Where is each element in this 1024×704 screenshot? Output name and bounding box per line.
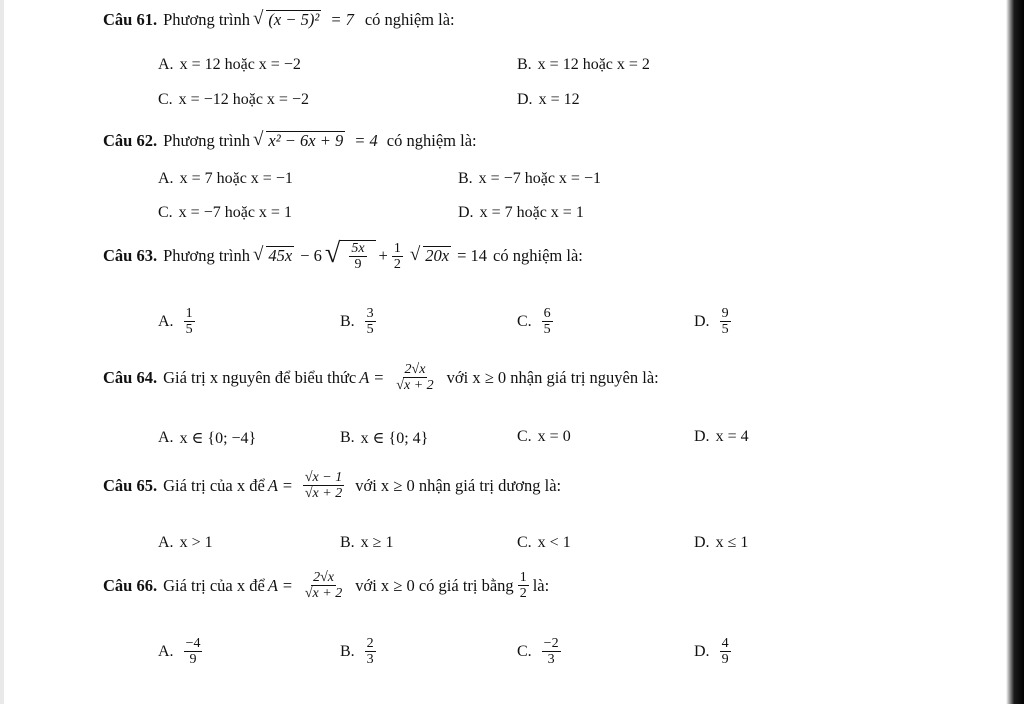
sqrt-45x: √ 45x: [252, 244, 293, 266]
q61-option-c[interactable]: C. x = −12 hoặc x = −2: [158, 91, 309, 108]
question-61: [103, 10, 455, 30]
question-62: [103, 131, 477, 151]
q65-option-c[interactable]: C. x < 1: [517, 534, 571, 551]
question-62-title: Câu 62.: [103, 131, 158, 150]
question-64-lhs: A =: [359, 367, 385, 387]
sqrt-expression: √ (x − 5)²: [252, 8, 320, 30]
question-65-suffix: với x ≥ 0 nhận giá trị dương là:: [355, 475, 562, 495]
question-65-title: Câu 65.: [103, 475, 158, 495]
q63-option-d[interactable]: D. $\frac{9}{5}$: [694, 306, 729, 338]
question-65-lhs: A =: [267, 475, 293, 495]
question-61-prefix: Phương trình: [163, 10, 250, 29]
question-62-rhs: = 4: [354, 131, 378, 150]
question-66-suffix: là:: [532, 575, 550, 595]
q61-option-a[interactable]: A. x = 12 hoặc x = −2: [158, 56, 301, 73]
question-66-title: Câu 66.: [103, 575, 158, 595]
question-61-rhs: = 7: [330, 10, 354, 29]
q63-option-b[interactable]: B. $\frac{3}{5}$: [340, 306, 374, 338]
q64-option-c[interactable]: C. x = 0: [517, 428, 571, 445]
q65-option-d[interactable]: D. x ≤ 1: [694, 534, 749, 551]
page-left-edge: [0, 0, 4, 704]
q66-option-c[interactable]: C. $\frac{-2}{3}$: [517, 636, 559, 668]
q63-option-a[interactable]: A. $\frac{1}{5}$: [158, 306, 193, 338]
question-63-suffix: có nghiệm là:: [493, 246, 583, 266]
plus-sign: +: [378, 246, 388, 266]
q62-option-b[interactable]: B. x = −7 hoặc x = −1: [458, 170, 601, 187]
question-64-prefix: Giá trị x nguyên để biểu thức: [163, 367, 357, 387]
question-66-fraction: $\frac{2√x}{√x + 2}$: [304, 570, 343, 602]
question-63-prefix: Phương trình: [163, 246, 250, 266]
sqrt-20x: √ 20x: [409, 244, 450, 266]
question-64-title: Câu 64.: [103, 367, 158, 387]
q65-option-a[interactable]: A. x > 1: [158, 534, 213, 551]
q62-option-d[interactable]: D. x = 7 hoặc x = 1: [458, 204, 584, 221]
question-64-suffix: với x ≥ 0 nhận giá trị nguyên là:: [446, 367, 659, 387]
q62-option-c[interactable]: C. x = −7 hoặc x = 1: [158, 204, 292, 221]
q66-option-b[interactable]: B. $\frac{2}{3}$: [340, 636, 374, 668]
question-64-fraction: $\frac{2√x}{√x + 2}$: [396, 362, 434, 394]
q64-option-a[interactable]: A. x ∈ {0; −4}: [158, 429, 257, 447]
question-63-title: Câu 63.: [103, 246, 158, 266]
q62-option-a[interactable]: A. x = 7 hoặc x = −1: [158, 170, 293, 187]
question-62-suffix: có nghiệm là:: [386, 131, 477, 150]
half-fraction: $\frac{1}{2}$: [519, 570, 527, 602]
q65-option-b[interactable]: B. x ≥ 1: [340, 534, 394, 551]
q66-option-a[interactable]: A. $\frac{-4}{9}$: [158, 636, 201, 668]
q64-option-d[interactable]: D. x = 4: [694, 428, 749, 445]
q61-option-d[interactable]: D. x = 12: [517, 91, 580, 108]
question-63: [103, 240, 583, 273]
question-62-prefix: Phương trình: [163, 131, 250, 150]
page-right-shadow: [1006, 0, 1024, 704]
sqrt-expression: √ x² − 6x + 9: [252, 129, 344, 151]
question-66: [103, 570, 549, 602]
q64-option-b[interactable]: B. x ∈ {0; 4}: [340, 429, 429, 447]
question-61-title: Câu 61.: [103, 10, 158, 29]
q66-option-d[interactable]: D. $\frac{4}{9}$: [694, 636, 729, 668]
question-64: [103, 362, 659, 394]
sqrt-fraction: √ $\frac{5x}{9}$: [325, 240, 376, 273]
question-66-mid: với x ≥ 0 có giá trị bằng: [355, 575, 514, 595]
question-65: [103, 470, 561, 502]
minus-six: − 6: [300, 246, 322, 266]
q63-option-c[interactable]: C. $\frac{6}{5}$: [517, 306, 551, 338]
question-66-lhs: A =: [267, 575, 293, 595]
half-fraction: $\frac{1}{2}$: [393, 240, 401, 272]
q61-option-b[interactable]: B. x = 12 hoặc x = 2: [517, 56, 650, 73]
question-65-prefix: Giá trị của x để: [163, 475, 265, 495]
question-61-suffix: có nghiệm là:: [364, 10, 455, 29]
question-66-prefix: Giá trị của x để: [163, 575, 265, 595]
question-63-rhs: = 14: [457, 246, 488, 266]
question-65-fraction: $\frac{√x - 1}{√x + 2}$: [304, 470, 343, 502]
